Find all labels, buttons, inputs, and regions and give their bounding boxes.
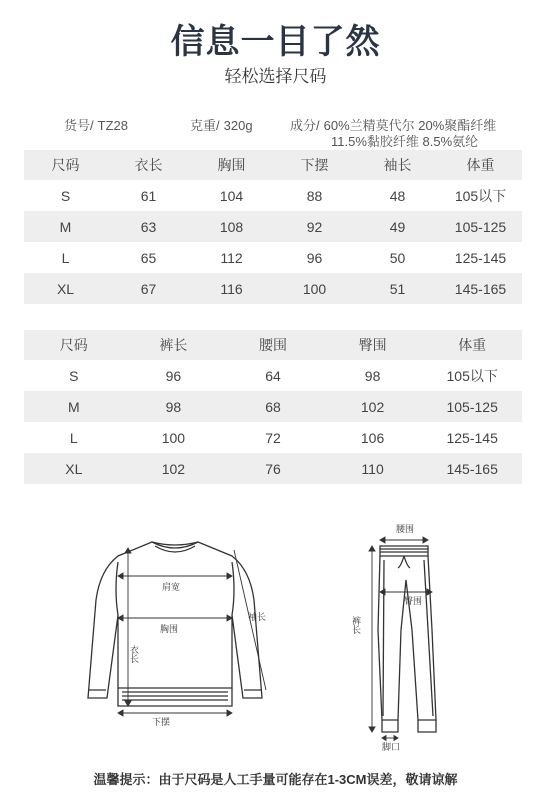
col-header: 尺码: [24, 150, 107, 180]
table-cell: 64: [265, 367, 281, 384]
table-cell: 48: [389, 187, 406, 204]
page-title: 信息一目了然: [170, 23, 381, 61]
table-cell: 92: [273, 211, 356, 242]
table-cell: 102: [124, 453, 224, 484]
pants-size-table: [24, 330, 522, 484]
weight-label: 克重/: [190, 118, 220, 133]
table-cell: 100: [161, 429, 186, 446]
table-row: [24, 242, 522, 273]
table-cell: XL: [24, 453, 124, 484]
table-cell: 96: [306, 249, 323, 266]
table-cell: 65: [140, 249, 157, 266]
table-cell: L: [69, 429, 78, 446]
table-row: [24, 273, 522, 304]
table-cell: M: [24, 211, 107, 242]
hip-label: 臀围: [404, 596, 423, 606]
table-cell: 88: [306, 187, 323, 204]
table-row: [24, 360, 522, 391]
table-cell: 104: [219, 187, 244, 204]
table-cell: 61: [140, 187, 157, 204]
table-cell: 51: [356, 273, 439, 304]
table-cell: 145-165: [422, 453, 522, 484]
col-header: 臀围: [323, 330, 423, 360]
table-cell: L: [61, 249, 70, 266]
hem-label: 下摆: [152, 717, 171, 727]
table-cell: 68: [223, 391, 323, 422]
composition-label: 成分/: [290, 118, 320, 133]
pants-outline: [378, 546, 436, 732]
table-row: [24, 211, 522, 242]
table-cell: 112: [220, 249, 243, 266]
table-cell: 116: [190, 273, 273, 304]
table-cell: S: [69, 367, 79, 384]
table-cell: 105-125: [439, 211, 522, 242]
sku-label: 货号/: [64, 118, 94, 133]
table-cell: 98: [124, 391, 224, 422]
table-row: [24, 453, 522, 484]
table-cell: 106: [360, 429, 385, 446]
table-cell: 105-125: [422, 391, 522, 422]
table-cell: 100: [273, 273, 356, 304]
table-cell: 125-145: [454, 249, 507, 266]
table-cell: 110: [323, 453, 423, 484]
table-cell: 102: [323, 391, 423, 422]
table-header-row: [24, 330, 522, 360]
table-row: [24, 391, 522, 422]
table-header-row: [24, 150, 522, 180]
col-header: 裤长: [124, 330, 224, 360]
col-header: 下摆: [273, 150, 356, 180]
table-cell: 105以下: [446, 367, 498, 384]
weight-value: 320g: [223, 118, 253, 133]
chest-label: 胸围: [160, 624, 179, 634]
table-cell: 63: [107, 211, 190, 242]
table-row: [24, 180, 522, 211]
table-cell: 108: [190, 211, 273, 242]
sleeve-label: 袖长: [248, 612, 267, 622]
table-cell: 76: [223, 453, 323, 484]
sku-info: [64, 115, 128, 134]
table-cell: 145-165: [439, 273, 522, 304]
measurement-notice: 温馨提示：由于尺码是人工手量可能存在1-3CM误差，敬请谅解: [93, 772, 458, 787]
table-cell: 105以下: [454, 187, 507, 204]
col-header: 腰围: [223, 330, 323, 360]
measurement-arrows: [118, 548, 266, 716]
col-header: 袖长: [356, 150, 439, 180]
table-cell: 67: [107, 273, 190, 304]
shoulder-label: 肩宽: [162, 582, 181, 592]
col-header: 胸围: [190, 150, 273, 180]
table-cell: 96: [165, 367, 182, 384]
waist-label: 腰围: [396, 524, 415, 534]
table-cell: 125-145: [446, 429, 498, 446]
page-subtitle: 轻松选择尺码: [224, 67, 327, 86]
table-cell: 72: [265, 429, 281, 446]
cuff-label: 脚口: [382, 742, 401, 752]
table-cell: 49: [356, 211, 439, 242]
pants-diagram: [346, 520, 466, 755]
table-cell: 50: [389, 249, 406, 266]
col-header: 衣长: [107, 150, 190, 180]
length-label: 衣长: [129, 645, 139, 663]
table-cell: XL: [24, 273, 107, 304]
table-cell: M: [24, 391, 124, 422]
sku-value: TZ28: [97, 118, 128, 133]
pants-length-label: 裤长: [351, 616, 361, 634]
table-cell: 98: [364, 367, 381, 384]
table-cell: S: [60, 187, 71, 204]
composition-line2: 11.5%黏胶纤维 8.5%氨纶: [331, 134, 479, 149]
col-header: 体重: [422, 330, 522, 360]
col-header: 尺码: [24, 330, 124, 360]
table-row: [24, 422, 522, 453]
composition-line1: 60%兰精莫代尔 20%聚酯纤维: [323, 118, 497, 133]
col-header: 体重: [439, 150, 522, 180]
top-size-table: [24, 150, 522, 304]
sweatshirt-diagram: [72, 520, 282, 735]
weight-info: [190, 115, 253, 134]
